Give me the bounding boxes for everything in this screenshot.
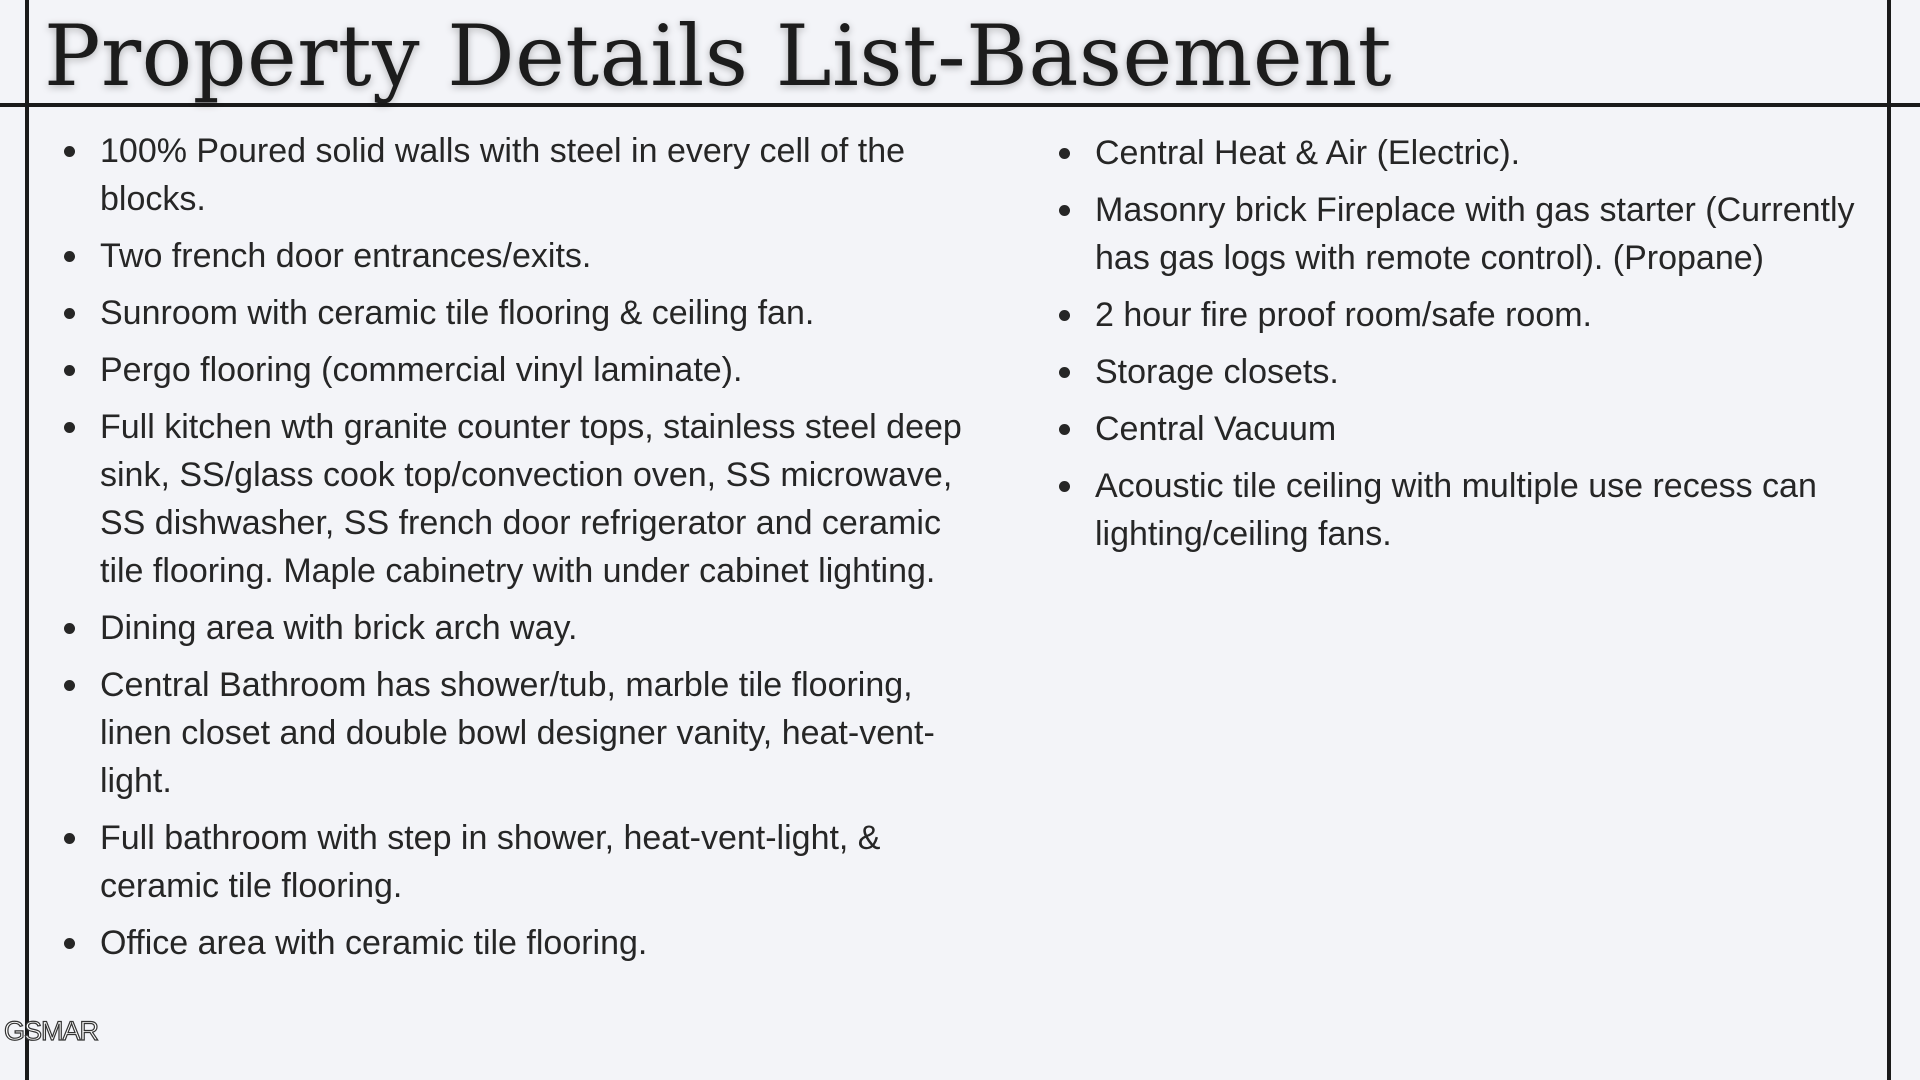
page-title: Property Details List-Basement [44, 7, 1392, 105]
list-item-text: Acoustic tile ceiling with multiple use recess can lighting/ceiling fans. [1095, 467, 1817, 553]
list-item [42, 604, 962, 652]
list-item-text: Full bathroom with step in shower, heat-vent-light, & ceramic tile flooring. [100, 819, 881, 905]
bullet-icon [64, 308, 75, 319]
bullet-icon [1059, 481, 1070, 492]
list-item-text: Central Heat & Air (Electric). [1095, 134, 1521, 172]
bullet-icon [64, 422, 75, 433]
bullet-icon [64, 146, 75, 157]
list-item-text: Sunroom with ceramic tile flooring & ceiling fan. [100, 294, 815, 332]
list-item [1037, 405, 1877, 453]
bullet-icon [1059, 310, 1070, 321]
list-item-text: Masonry brick Fireplace with gas starter (Currently has gas logs with remote control). (Propane) [1095, 191, 1855, 277]
left-border-line [25, 0, 29, 1080]
watermark-logo: GSMAR [4, 1016, 99, 1046]
bullet-icon [64, 623, 75, 634]
list-item [1037, 462, 1877, 558]
bullet-icon [1059, 367, 1070, 378]
list-item [1037, 291, 1877, 339]
list-item [42, 919, 962, 967]
list-item [1037, 186, 1877, 282]
bullet-icon [1059, 205, 1070, 216]
list-item-text: Two french door entrances/exits. [100, 237, 592, 275]
list-item-text: Pergo flooring (commercial vinyl laminate). [100, 351, 743, 389]
list-item-text: Storage closets. [1095, 353, 1339, 391]
list-item [42, 814, 962, 910]
list-item [42, 661, 962, 805]
left-details-list [42, 127, 962, 976]
list-item [1037, 348, 1877, 396]
list-item-text: Office area with ceramic tile flooring. [100, 924, 648, 962]
bullet-icon [64, 251, 75, 262]
list-item [42, 346, 962, 394]
bullet-icon [64, 365, 75, 376]
list-item-text: Central Vacuum [1095, 410, 1337, 448]
bullet-icon [1059, 148, 1070, 159]
list-item-text: 2 hour fire proof room/safe room. [1095, 296, 1593, 334]
list-item [42, 289, 962, 337]
bullet-icon [1059, 424, 1070, 435]
list-item [42, 403, 962, 595]
right-border-line [1887, 0, 1891, 1080]
list-item [42, 127, 962, 223]
list-item [42, 232, 962, 280]
list-item-text: Central Bathroom has shower/tub, marble tile flooring, linen closet and double bowl designer vanity, heat-vent-light. [100, 666, 935, 800]
list-item [1037, 129, 1877, 177]
bullet-icon [64, 938, 75, 949]
right-details-list [1037, 129, 1877, 567]
list-item-text: Dining area with brick arch way. [100, 609, 578, 647]
list-item-text: Full kitchen wth granite counter tops, stainless steel deep sink, SS/glass cook top/convection oven, SS microwave, SS dishwasher, SS french door refrigerator and ceramic tile flooring. Maple cabinetry with under cabinet lighting. [100, 408, 962, 590]
bullet-icon [64, 680, 75, 691]
bullet-icon [64, 833, 75, 844]
list-item-text: 100% Poured solid walls with steel in every cell of the blocks. [100, 132, 906, 218]
